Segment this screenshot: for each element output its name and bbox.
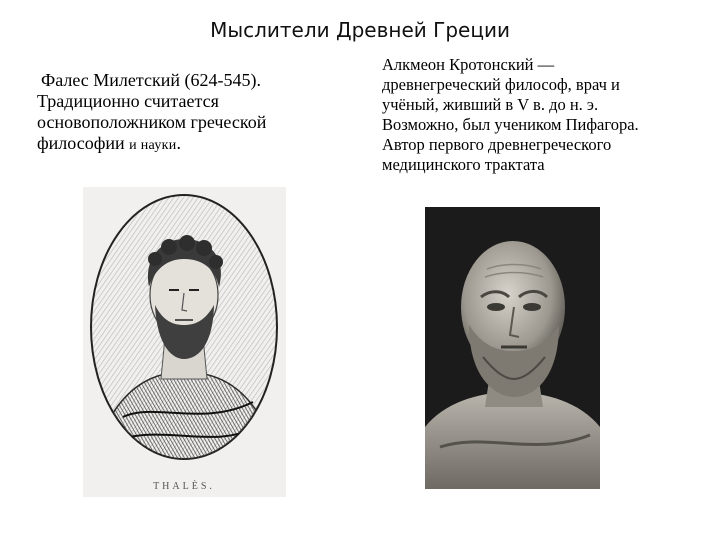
thales-line-3: основоположником греческой — [37, 112, 267, 132]
alcmaeon-line-5: Автор первого древнегреческого — [382, 135, 612, 154]
alcmaeon-line-1: Алкмеон Кротонский — — [382, 55, 555, 74]
thales-line-2: Традиционно считается — [37, 91, 219, 111]
alcmaeon-bust-photo — [425, 207, 600, 489]
thales-line-4 — [37, 133, 337, 156]
alcmaeon-line-6: медицинского трактата — [382, 155, 545, 174]
thales-description — [37, 70, 337, 156]
slide-title: Мыслители Древней Греции — [210, 18, 510, 42]
thales-line-1: Фалес Милетский (624-545). — [41, 70, 261, 90]
alcmaeon-portrait — [425, 207, 600, 489]
alcmaeon-line-2: древнегреческий философ, врач и — [382, 75, 620, 94]
thales-engraving — [83, 187, 286, 497]
alcmaeon-line-4: Возможно, был учеником Пифагора. — [382, 115, 639, 134]
thales-portrait — [83, 187, 286, 497]
thales-line-4-end: . — [176, 133, 182, 153]
thales-line-4-start: философии — [37, 133, 125, 153]
alcmaeon-line-3: учёный, живший в V в. до н. э. — [382, 95, 599, 114]
thales-line-4-smallcaps: и науки — [129, 138, 177, 153]
thales-caption: THALÈS. — [153, 481, 215, 492]
alcmaeon-description — [382, 55, 702, 175]
